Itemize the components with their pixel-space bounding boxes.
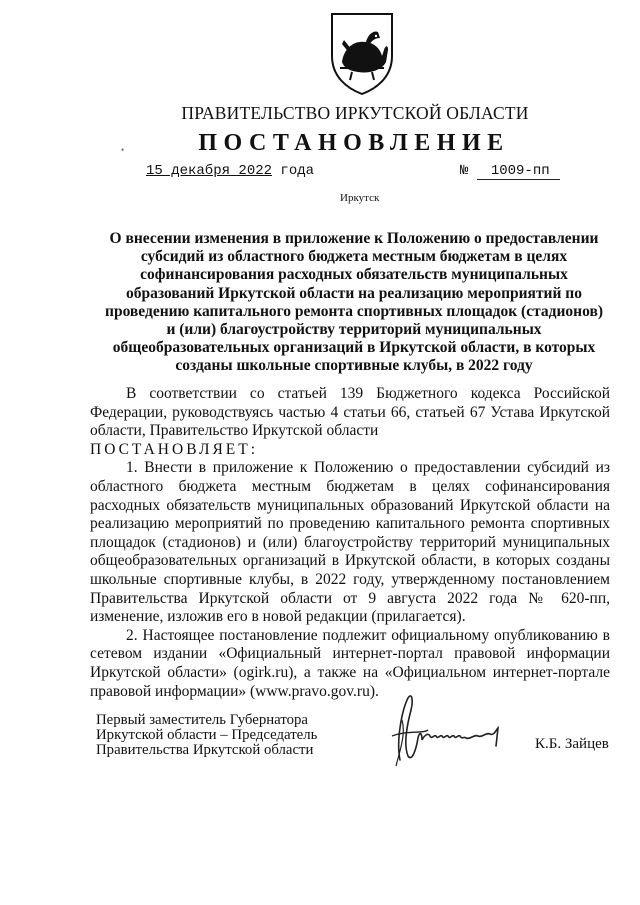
organization-name: ПРАВИТЕЛЬСТВО ИРКУТСКОЙ ОБЛАСТИ [181, 103, 529, 123]
position-line-3: Правительства Иркутской области [96, 742, 314, 759]
signatory-position [96, 713, 336, 759]
scan-mark: • [121, 145, 125, 155]
document-type: ПОСТАНОВЛЕНИЕ [198, 130, 510, 156]
city: Иркутск [340, 192, 380, 204]
handwritten-signature-icon [378, 690, 523, 770]
signer-name: К.Б. Зайцев [535, 736, 609, 752]
item-2-paragraph: 2. Настоящее постановление подлежит официальному опубликованию в сетевом издании «Официальный интернет-портал правовой информации Иркутской области» (ogirk.ru), а также на «Официальном интернет-портале правовой информации» (www.pravo.gov.ru). [90, 626, 610, 700]
number-value: 1009-пп [477, 163, 560, 180]
number-sign: № [460, 163, 469, 179]
document-title: О внесении изменения в приложение к Положению о предоставлении субсидий из областного бюджета местным бюджетам в целях софинансирования расходных обязательств муниципальных образований Иркутской области на реализацию мероприятий по проведению капитального ремонта спортивных площадок (стадионов) и (или) благоустройству территорий муниципальных общеобразовательных организаций в Иркутской области, в которых созданы школьные спортивные клубы, в 2022 году [105, 230, 603, 375]
document-body [90, 385, 610, 701]
document-date [146, 163, 314, 179]
resolve-heading: ПОСТАНОВЛЯЕТ: [90, 440, 259, 458]
position-line-2: Иркутской области – Председатель [96, 727, 318, 744]
coat-of-arms-icon [322, 10, 402, 96]
date-suffix: года [272, 163, 315, 179]
position-line-1: Первый заместитель Губернатора [96, 712, 308, 728]
item-1-paragraph: 1. Внести в приложение к Положению о предоставлении субсидий из областного бюджета местным бюджетам в целях софинансирования расходных обязательств муниципальных образований Иркутской области на реализацию мероприятий по проведению капитального ремонта спортивных площадок (стадионов) и (или) благоустройству территорий муниципальных общеобразовательных организаций в Иркутской области, в которых созданы школьные спортивные клубы, в 2022 году, утвержденному постановлением Правительства Иркутской области от 9 августа 2022 года № 620-пп, изменение, изложив его в новой редакции (прилагается). [90, 459, 610, 626]
date-value: 15 декабря 2022 [146, 163, 273, 179]
preamble-paragraph: В соответствии со статьей 139 Бюджетного кодекса Российской Федерации, руководствуясь частью 4 статьи 66, статьей 67 Устава Иркутской области, Правительство Иркутской области [90, 385, 610, 440]
document-number [460, 163, 560, 180]
